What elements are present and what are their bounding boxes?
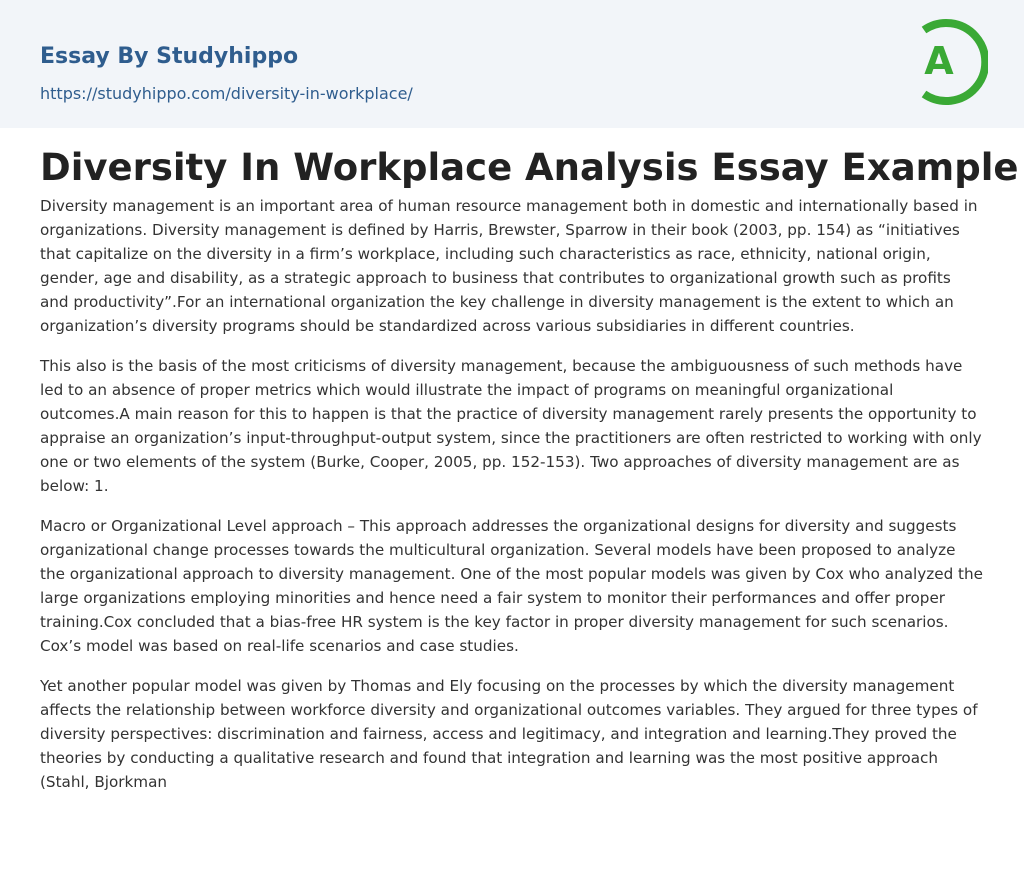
essay-paragraph: Macro or Organizational Level approach – This approach addresses the organizational designs for diversity and suggests organizational change processes towards the multicultural organization. Several models have been proposed to analyze the organizational approach to diversity management. One of the most popular models was given by Cox who analyzed the large organizations employing minorities and hence need a fair system to monitor their performances and offer proper training.Cox concluded that a bias-free HR system is the key factor in proper diversity management for such scenarios. Cox’s model was based on real-life scenarios and case studies.	[40, 517, 983, 655]
essay-paragraph: Yet another popular model was given by Thomas and Ely focusing on the processes by which the diversity management affects the relationship between workforce diversity and organizational outcomes variables. They argued for three types of diversity perspectives: discrimination and fairness, access and legitimacy, and integration and learning.They proved the theories by conducting a qualitative research and found that integration and learning was the most positive approach (Stahl, Bjorkman	[40, 677, 978, 791]
logo-letter: A	[924, 39, 954, 83]
site-header	[0, 0, 1024, 128]
essay-body	[40, 194, 984, 810]
essay-paragraph: This also is the basis of the most criticisms of diversity management, because the ambiguousness of such methods have led to an absence of proper metrics which would illustrate the impact of programs on meaningful organizational outcomes.A main reason for this to happen is that the practice of diversity management rarely presents the opportunity to appraise an organization’s input-throughput-output system, since the practitioners are often restricted to working with only one or two elements of the system (Burke, Cooper, 2005, pp. 152-153). Two approaches of diversity management are as below: 1.	[40, 357, 982, 495]
studyhippo-a-logo-icon[interactable]	[908, 18, 988, 106]
brand-title[interactable]: Essay By Studyhippo	[40, 44, 299, 69]
essay-paragraph: Diversity management is an important area of human resource management both in domestic and internationally based in organizations. Diversity management is defined by Harris, Brewster, Sparrow in their book (2003, pp. 154) as “initiatives that capitalize on the diversity in a firm’s workplace, including such characteristics as race, ethnicity, national origin, gender, age and disability, as a strategic approach to business that contributes to organizational growth such as profits and productivity”.For an international organization the key challenge in diversity management is the extent to which an organization’s diversity programs should be standardized across various subsidiaries in different countries.	[40, 197, 978, 335]
page-title: Diversity In Workplace Analysis Essay Example	[40, 146, 1019, 189]
page-url-link[interactable]: https://studyhippo.com/diversity-in-workplace/	[40, 84, 413, 103]
